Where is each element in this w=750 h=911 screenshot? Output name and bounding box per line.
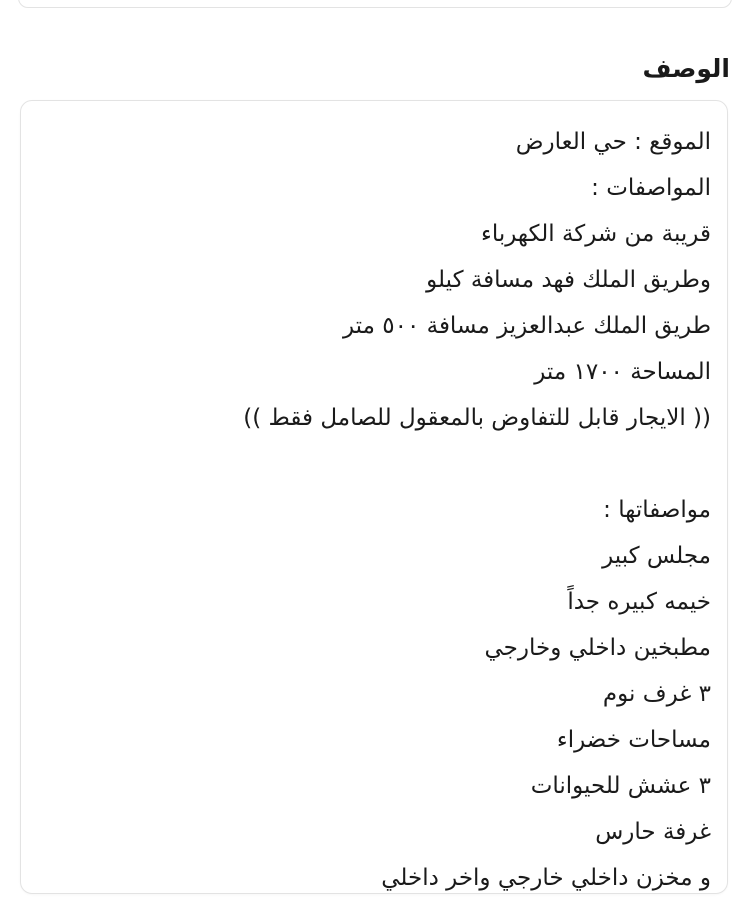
description-line: خيمه كبيره جداً bbox=[567, 589, 711, 615]
description-line: طريق الملك عبدالعزيز مسافة ٥٠٠ متر bbox=[342, 313, 711, 339]
description-line-rent-note: (( الايجار قابل للتفاوض بالمعقول للصامل فقط )) bbox=[243, 405, 711, 431]
description-line: مساحات خضراء bbox=[556, 727, 711, 753]
description-line-features-heading: مواصفاتها : bbox=[603, 497, 711, 523]
description-line-location: الموقع : حي العارض bbox=[515, 129, 711, 155]
description-line-specs-heading: المواصفات : bbox=[591, 175, 711, 201]
description-line: مجلس كبير bbox=[602, 543, 711, 569]
description-line-area: المساحة ١٧٠٠ متر bbox=[534, 359, 711, 385]
description-line: وطريق الملك فهد مسافة كيلو bbox=[426, 267, 711, 293]
description-text bbox=[41, 119, 711, 901]
description-line: قريبة من شركة الكهرباء bbox=[481, 221, 711, 247]
description-line: ٣ عشش للحيوانات bbox=[530, 773, 711, 799]
section-title: الوصف bbox=[642, 54, 730, 83]
description-card bbox=[20, 100, 728, 894]
description-line: و مخزن داخلي خارجي واخر داخلي bbox=[381, 865, 711, 891]
description-line: مطبخين داخلي وخارجي bbox=[484, 635, 711, 661]
description-line: ٣ غرف نوم bbox=[602, 681, 711, 707]
previous-card-edge bbox=[18, 0, 732, 8]
description-line: غرفة حارس bbox=[595, 819, 711, 845]
description-blank-line bbox=[41, 441, 711, 487]
